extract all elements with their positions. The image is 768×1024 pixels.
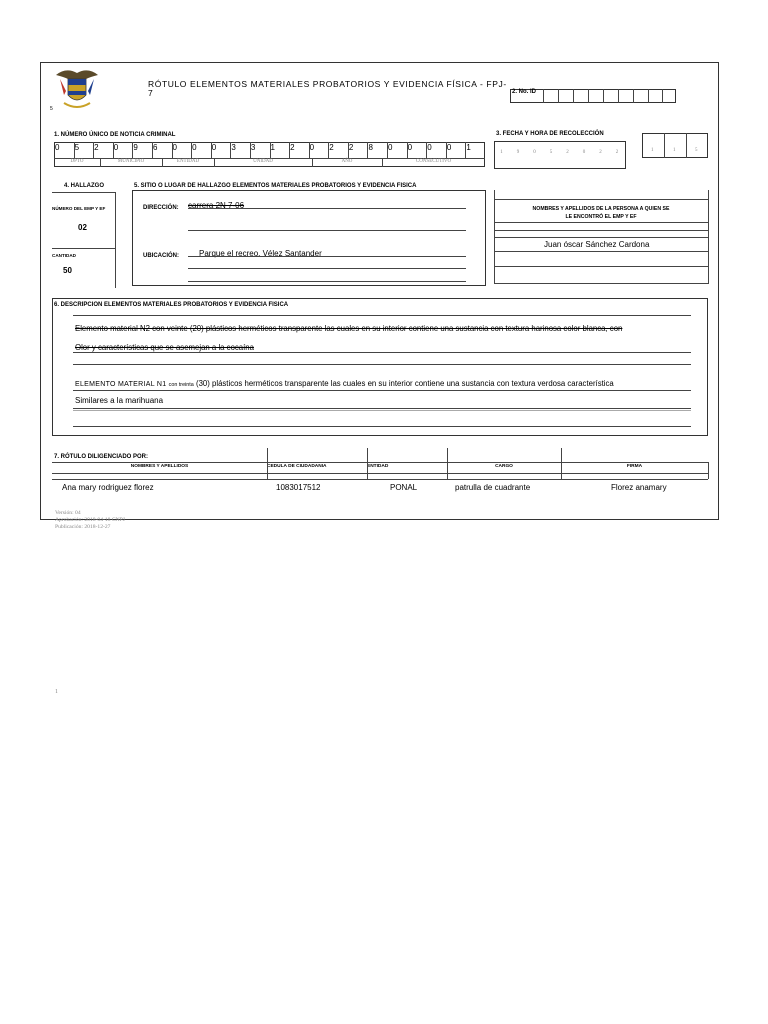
location-line-3 xyxy=(188,281,466,282)
rotulo-top-line xyxy=(52,462,708,463)
descripcion-label: 6. DESCRIPCION ELEMENTOS MATERIALES PROBATORIOS Y EVIDENCIA FISICA xyxy=(54,302,289,308)
location-value[interactable]: Parque el recreo, Vélez Santander xyxy=(199,249,322,258)
desc-line-1 xyxy=(73,315,691,316)
rotulo-value[interactable]: Florez anamary xyxy=(611,483,667,492)
noticia-sub-label: AÑO xyxy=(341,159,353,164)
sub-label-divider xyxy=(214,158,215,167)
noticia-digit: 0 xyxy=(407,143,413,152)
noticia-cell-divider xyxy=(172,142,173,158)
noticia-cell-divider xyxy=(309,142,310,158)
noticia-cell-divider xyxy=(270,142,271,158)
noticia-digit: 3 xyxy=(250,143,256,152)
noticia-sub-label: DPTO xyxy=(70,159,84,164)
description-line-3-rest: (30) plásticos herméticos transparente las cuales en su interior contiene una sustancia con textura verdosa característica xyxy=(195,379,614,388)
rotulo-value[interactable]: PONAL xyxy=(390,483,418,492)
address-label: DIRECCIÓN: xyxy=(143,205,179,211)
hallazgo-top-border xyxy=(52,192,116,193)
noticia-digit: 1 xyxy=(466,143,471,152)
noticia-digit: 0 xyxy=(172,143,177,152)
fecha-date-char: 9 xyxy=(516,150,520,155)
noticia-cell-divider xyxy=(113,142,114,158)
persona-line-2 xyxy=(494,230,708,231)
sub-label-divider xyxy=(312,158,313,167)
desc-line-7 xyxy=(73,426,691,427)
noticia-cell-divider xyxy=(152,142,153,158)
sub-label-divider xyxy=(162,158,163,167)
noticia-digit: 0 xyxy=(309,143,315,152)
fecha-time-char: 5 xyxy=(695,148,698,153)
noticia-cell-divider xyxy=(211,142,212,158)
noticia-cell-divider xyxy=(465,142,466,158)
sitio-box xyxy=(132,190,486,286)
noticia-digit: 0 xyxy=(446,143,452,152)
fecha-date-char: 2 xyxy=(615,150,619,155)
id-cell-divider xyxy=(618,89,619,103)
rotulo-column-header: NOMBRES Y APELLIDOS xyxy=(130,464,189,469)
noticia-cell-divider xyxy=(93,142,94,158)
noticia-cell-divider xyxy=(132,142,133,158)
fecha-date-char: 1 xyxy=(500,150,503,155)
noticia-digit: 5 xyxy=(74,143,80,152)
noticia-digit: 0 xyxy=(55,143,60,152)
quantity-value: 50 xyxy=(63,266,72,275)
location-label: UBICACIÓN: xyxy=(143,253,179,259)
fecha-time-char: 1 xyxy=(651,148,654,153)
address-line-1 xyxy=(188,208,466,209)
rotulo-column-header: FIRMA xyxy=(626,464,643,469)
sub-label-divider xyxy=(382,158,383,167)
persona-line-4 xyxy=(494,251,708,252)
location-line-1 xyxy=(188,256,466,257)
hallazgo-right-border xyxy=(115,192,116,288)
noticia-digit: 2 xyxy=(94,143,99,152)
rotulo-value[interactable]: patrulla de cuadrante xyxy=(455,483,531,492)
page-title xyxy=(148,80,507,98)
rotulo-right-border xyxy=(708,462,709,479)
noticia-cell-divider xyxy=(446,142,447,158)
noticia-digit: 0 xyxy=(113,143,119,152)
rotulo-header-line xyxy=(52,473,708,474)
fecha-time-chars xyxy=(642,148,708,158)
description-line-3-mid: con treinta xyxy=(168,382,194,388)
id-cell-divider xyxy=(648,89,649,103)
noticia-cell-divider xyxy=(191,142,192,158)
noticia-cell-divider xyxy=(407,142,408,158)
rotulo-value-line xyxy=(52,479,708,480)
persona-label-line-2: LE ENCONTRÓ EL EMP Y EF xyxy=(565,214,637,220)
description-line-1[interactable]: Elemento material N2 con veinte (20) plásticos herméticos transparente las cuales en su interior contiene una sustancia con textura harinosa color blanca, con xyxy=(75,324,623,333)
noticia-cell-divider xyxy=(348,142,349,158)
address-line-2 xyxy=(188,230,466,231)
hallazgo-mid-border xyxy=(52,248,116,249)
version-text: Versión: 04 xyxy=(55,510,81,516)
fecha-date-chars xyxy=(494,150,626,160)
quantity-label: CANTIDAD xyxy=(52,253,76,258)
fecha-time-divider xyxy=(664,133,665,158)
persona-line-6 xyxy=(494,283,708,284)
persona-top-border xyxy=(494,199,708,200)
rotulo-column-divider xyxy=(367,448,368,479)
fecha-time-divider xyxy=(686,133,687,158)
desc-line-5 xyxy=(73,408,691,409)
colombia-crest-logo xyxy=(54,65,100,113)
fecha-date-char: 2 xyxy=(566,150,569,155)
noticia-digit: 0 xyxy=(388,143,393,152)
noticia-sub-label: ENTIDAD xyxy=(176,159,200,164)
noticia-digit: 9 xyxy=(133,143,138,152)
persona-right-border xyxy=(708,190,709,284)
id-label: 2. No. ID xyxy=(512,89,537,95)
noticia-digit: 2 xyxy=(348,143,354,152)
description-line-3-prefix: ELEMENTO MATERIAL N1 xyxy=(75,381,167,388)
sitio-label: 5. SITIO O LUGAR DE HALLAZGO ELEMENTOS MATERIALES PROBATORIOS Y EVIDENCIA FISICA xyxy=(134,183,417,189)
noticia-cell-divider xyxy=(289,142,290,158)
noticia-label: 1. NÚMERO ÚNICO DE NOTICIA CRIMINAL xyxy=(54,132,176,138)
desc-line-4 xyxy=(73,390,691,391)
noticia-digit: 2 xyxy=(290,143,295,152)
fecha-label: 3. FECHA Y HORA DE RECOLECCIÓN xyxy=(496,131,604,137)
noticia-cell-divider xyxy=(367,142,368,158)
noticia-digit: 2 xyxy=(329,143,334,152)
left-mark: 5 xyxy=(50,106,53,112)
id-cell-divider xyxy=(633,89,634,103)
rotulo-column-divider xyxy=(447,448,448,479)
id-cell-divider xyxy=(573,89,574,103)
noticia-sub-label: CONSECUTIVO xyxy=(415,159,452,164)
persona-line-3 xyxy=(494,237,708,238)
emp-number-value: 02 xyxy=(78,223,87,232)
footer-meta xyxy=(55,510,125,531)
rotulo-column-header: CARGO xyxy=(495,464,513,469)
desc-line-3 xyxy=(73,364,691,365)
noticia-digit: 6 xyxy=(152,143,158,152)
noticia-digit: 8 xyxy=(368,143,373,152)
rotulo-column-divider xyxy=(561,448,562,479)
desc-line-2 xyxy=(73,352,691,353)
rotulo-column-header: CEDULA DE CIUDADANIA xyxy=(267,464,327,469)
id-cell-divider xyxy=(558,89,559,103)
rotulo-column-divider xyxy=(267,448,268,479)
id-cell-divider xyxy=(662,89,663,103)
fecha-date-char: 0 xyxy=(533,150,536,155)
emp-number-label: NÚMERO DEL EMP Y EF xyxy=(52,206,106,211)
noticia-cell-divider xyxy=(230,142,231,158)
noticia-cell-divider xyxy=(426,142,427,158)
publication-text: Publicación: 2018-12-27 xyxy=(55,524,111,530)
page-number: 1 xyxy=(55,689,58,695)
noticia-digit: 0 xyxy=(192,143,197,152)
fecha-date-char: 5 xyxy=(549,150,553,155)
persona-name[interactable]: Juan óscar Sánchez Cardona xyxy=(544,240,650,249)
address-value[interactable]: carrera 2N 7-06 xyxy=(188,201,245,210)
persona-label xyxy=(494,205,708,221)
fecha-date-char: 0 xyxy=(582,150,586,155)
noticia-sub-labels xyxy=(54,159,485,167)
id-cell-divider xyxy=(603,89,604,103)
desc-line-6 xyxy=(73,410,691,411)
sub-label-divider xyxy=(100,158,101,167)
noticia-cell-divider xyxy=(74,142,75,158)
persona-label-line-1: NOMBRES Y APELLIDOS DE LA PERSONA A QUIEN SE xyxy=(532,206,670,212)
noticia-digit: 1 xyxy=(270,143,275,152)
description-line-2[interactable]: Olor y características que se asemejan a la cocaína xyxy=(75,343,254,352)
noticia-digit: 0 xyxy=(427,143,432,152)
noticia-sub-label: UNIDAD xyxy=(253,159,273,164)
noticia-cell-divider xyxy=(250,142,251,158)
persona-line-5 xyxy=(494,266,708,267)
noticia-cell-divider xyxy=(387,142,388,158)
rotulo-value[interactable]: 1083017512 xyxy=(276,483,321,492)
fecha-time-char: 1 xyxy=(673,148,676,153)
noticia-cell-divider xyxy=(328,142,329,158)
description-line-3[interactable] xyxy=(75,379,614,388)
noticia-digit: 0 xyxy=(211,143,217,152)
form-frame xyxy=(40,62,719,520)
id-cell-divider xyxy=(543,89,544,103)
rotulo-column-header: ENTIDAD xyxy=(367,464,389,469)
rotulo-value[interactable]: Ana mary rodriguez florez xyxy=(62,483,154,492)
noticia-sub-label: MUNICIPIO xyxy=(117,159,145,164)
description-line-4[interactable]: Similares a la marihuana xyxy=(75,396,164,405)
id-cell-divider xyxy=(588,89,589,103)
rotulo-label: 7. RÓTULO DILIGENCIADO POR: xyxy=(54,454,149,460)
approval-text: Aprobación: 2018-04-18 CNPJ xyxy=(55,517,125,523)
descripcion-box xyxy=(52,298,708,436)
hallazgo-label: 4. HALLAZGO xyxy=(64,183,104,189)
location-line-2 xyxy=(188,268,466,269)
title-line-1: RÓTULO ELEMENTOS MATERIALES PROBATORIOS Y EVIDENCIA FÍSICA - FPJ- xyxy=(148,79,507,89)
persona-line-1 xyxy=(494,222,708,223)
noticia-digit: 3 xyxy=(231,143,236,152)
title-line-2: 7 xyxy=(148,88,154,98)
fecha-date-char: 2 xyxy=(599,150,602,155)
